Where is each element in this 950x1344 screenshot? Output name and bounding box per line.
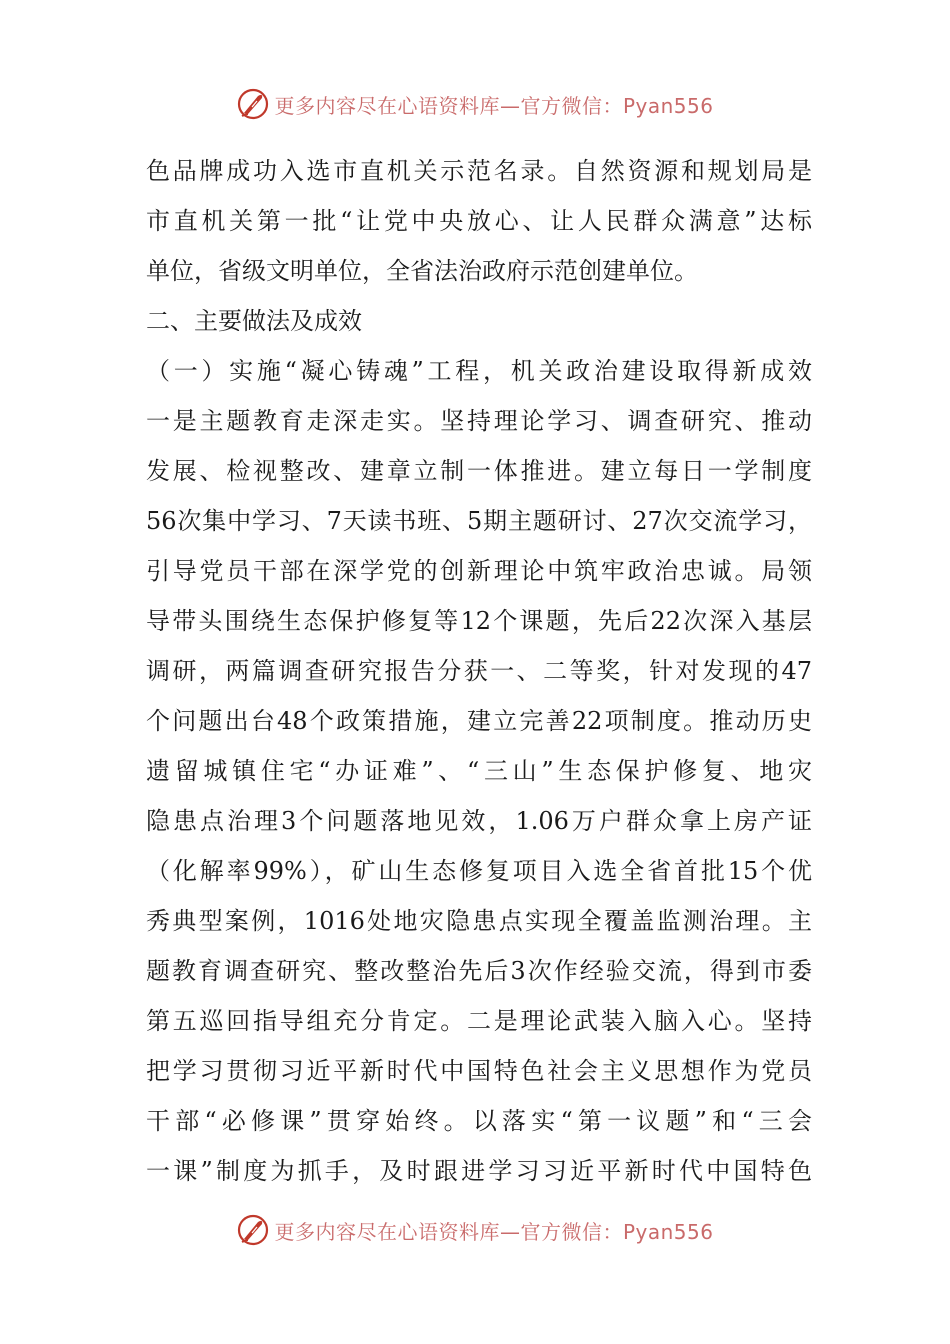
quill-pen-logo-icon	[236, 1213, 270, 1247]
subsection-heading: （一）实施“凝心铸魂”工程，机关政治建设取得新成效	[146, 357, 812, 385]
quill-pen-logo-icon	[236, 87, 270, 121]
text-line: 秀典型案例，1016处地灾隐患点实现全覆盖监测治理。主	[146, 907, 812, 935]
section-heading: 二、主要做法及成效	[146, 307, 362, 335]
text-line: 遗留城镇住宅“办证难”、“三山”生态保护修复、地灾	[146, 757, 812, 785]
text-line: 市直机关第一批“让党中央放心、让人民群众满意”达标	[146, 207, 812, 235]
text-line: （化解率99%），矿山生态修复项目入选全省首批15个优	[146, 857, 812, 885]
header-banner-text: 更多内容尽在心语资料库—官方微信：Pyan556	[274, 93, 714, 118]
footer-banner	[0, 1210, 950, 1250]
text-line: 色品牌成功入选市直机关示范名录。自然资源和规划局是	[146, 157, 812, 185]
text-line: 一课”制度为抓手，及时跟进学习习近平新时代中国特色	[146, 1157, 812, 1185]
text-line: 第五巡回指导组充分肯定。二是理论武装入脑入心。坚持	[146, 1007, 812, 1035]
text-line: 个问题出台48个政策措施，建立完善22项制度。推动历史	[146, 707, 812, 735]
text-line: 56次集中学习、7天读书班、5期主题研讨、27次交流学习，	[146, 507, 812, 535]
document-body	[146, 146, 812, 1196]
text-line: 隐患点治理3个问题落地见效，1.06万户群众拿上房产证	[146, 807, 812, 835]
header-banner	[0, 84, 950, 124]
text-line: 调研，两篇调查研究报告分获一、二等奖，针对发现的47	[146, 657, 812, 685]
text-line: 单位，省级文明单位，全省法治政府示范创建单位。	[146, 257, 698, 285]
text-line: 引导党员干部在深学党的创新理论中筑牢政治忠诚。局领	[146, 557, 812, 585]
footer-banner-text: 更多内容尽在心语资料库—官方微信：Pyan556	[274, 1219, 714, 1244]
text-line: 题教育调查研究、整改整治先后3次作经验交流，得到市委	[146, 957, 812, 985]
text-line: 发展、检视整改、建章立制一体推进。建立每日一学制度	[146, 457, 812, 485]
text-line: 导带头围绕生态保护修复等12个课题，先后22次深入基层	[146, 607, 812, 635]
text-line: 一是主题教育走深走实。坚持理论学习、调查研究、推动	[146, 407, 812, 435]
text-line: 把学习贯彻习近平新时代中国特色社会主义思想作为党员	[146, 1057, 812, 1085]
text-line: 干部“必修课”贯穿始终。以落实“第一议题”和“三会	[146, 1107, 812, 1135]
